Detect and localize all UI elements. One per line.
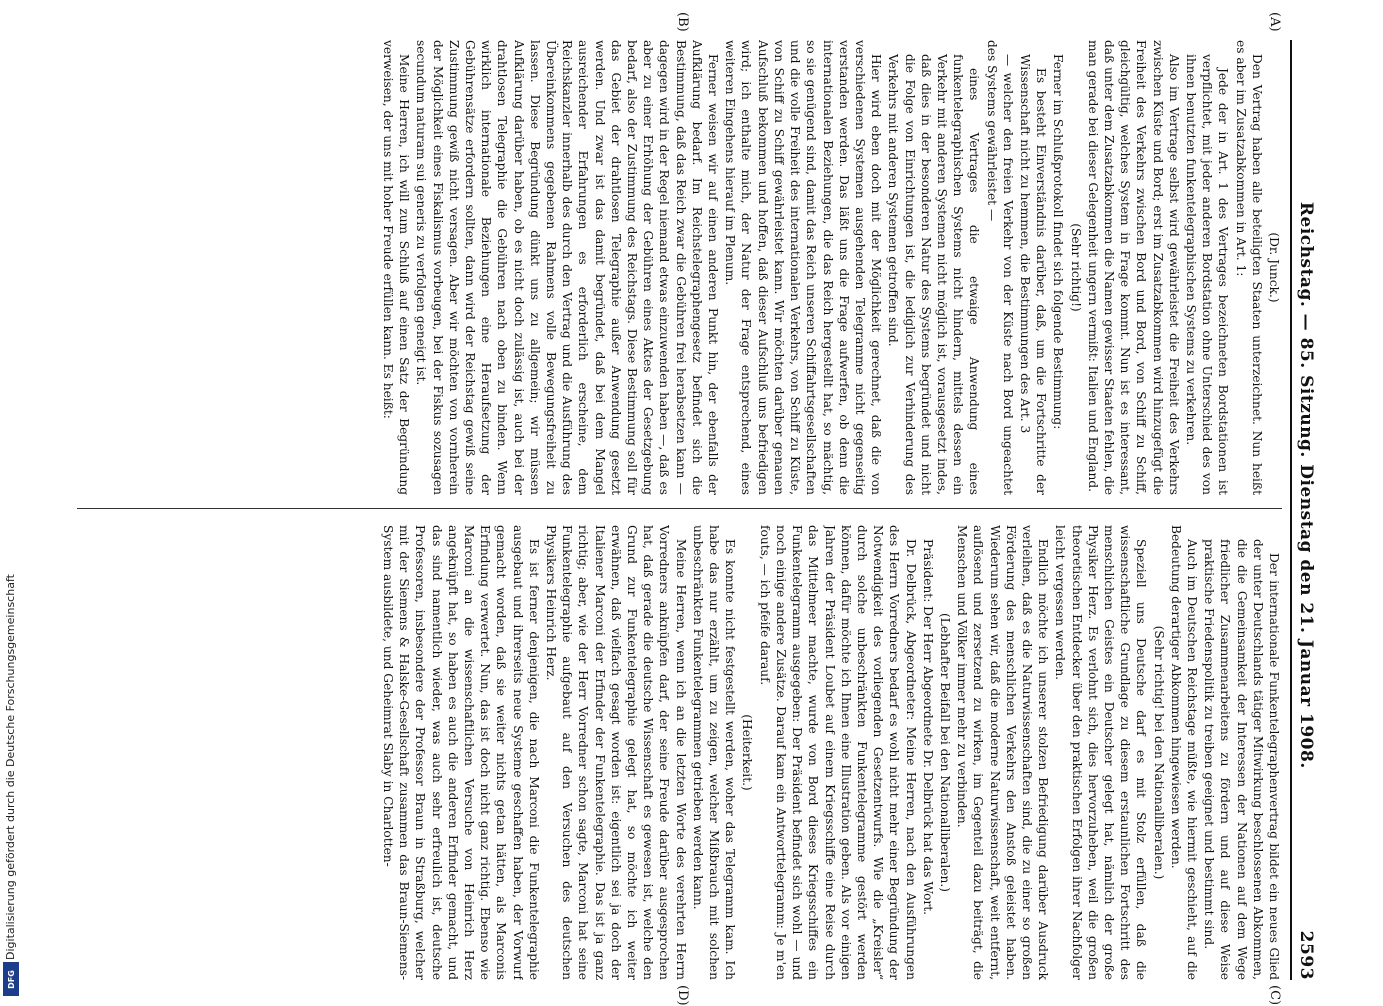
paragraph: Hier wird eben doch mit der Möglichkeit gerechnet, daß die von verschiedenen Systemen ausgehenden Telegramme nicht gegenseitig verstanden werden. Das läßt uns die Frage aufwerfen, ob denn die internationalen Beziehungen, die das Reich hergestellt hat, so mächtig, so sie genügend sind, damit das Reich unseren Schiffahrtsgesellschaften und die volle Freiheit des internationalen Verkehrs, von Schiff zu Küste, von Schiff zu Schiff gewährleistet kann. Wir möchten darüber genauen Aufschluß bekommen und hoffen, daß dieser Aufschluß uns befriedigen wird; ich enthalte mich, der Natur der Frage entsprechend, eines weiteren Eingehens hierauf im Plenum. [723, 40, 884, 495]
quote-paragraph: Es besteht Einverständnis darüber, daß, um die Fortschritte der Wissenschaft nicht zu hemmen, die Bestimmungen des Art. 3 [1017, 54, 1049, 495]
margin-marker-a: (A) [1267, 12, 1282, 32]
quote-paragraph: Jede der in Art. 1 des Vertrages bezeichneten Bordstationen ist verpflichtet, mit jeder anderen Bordstation ohne Unterschied des von ihnen benutzten funkentelegraphischen Systems zu verkehren. [1183, 54, 1231, 495]
paragraph: Ferner weisen wir auf einen anderen Punkt hin, der ebenfalls der Aufklärung bedarf. Im Reichstelegraphengesetz befindet sich die Bestimmung, daß das Reich zwar die Gebühren frei herabsetzen kann — dagegen wird in der Regel niemand etwas einzuwenden haben —, daß es aber zu einer Erhöhung der Gebühren eines Aktes der Gesetzgebung bedarf, also der Zustimmung des Reichstags. Diese Bestimmung soll für das Gebiet der drahtlosen Telegraphie außer Anwendung gesetzt werden. Und zwar ist das damit begründet, daß bei dem Mangel ausreichender Erfahrungen es erforderlich erscheine, dem Reichskanzler innerhalb des durch den Vertrag und die Ausführung des Übereinkommens gegebenen Rahmens volle Bewegungsfreiheit zu lassen. Diese Begründung dünkt uns zu allgemein; wir müssen Aufklärung darüber haben, ob es nicht doch zulässig ist, auch bei der drahtlosen Telegraphie die Gebühren nach oben zu binden. Wenn wirklich internationale Beziehungen eine Heraufsetzung der Gebührensätze erfordern sollten, dann wird der Reichstag gewiß seine Zustimmung gewiß nicht versagen. Aber wir möchten von vornherein der Möglichkeit eines Fiskalismus vorbeugen, bei der Fiskus sozusagen secundum naturam sui generis zu verfolgen geneigt ist. [414, 40, 721, 495]
paragraph: Ferner im Schlußprotokoll findet sich folgende Bestimmung: [1051, 54, 1066, 430]
digitization-footer [4, 574, 18, 960]
interjection: (Lebhafter Beifall bei den Nationalliberalen.) [937, 613, 952, 892]
header-title: Reichstag. — 85. Sitzung. Dienstag den 21. Januar 1908. [1296, 201, 1316, 769]
speaker-paragraph: Präsident: Der Herr Abgeordnete Dr. Delbrück hat das Wort. [920, 539, 935, 916]
paragraph: Auch im Deutschen Reichstage müßte, wie hiermit geschieht, auf die Bedeutung derartiger Abkommen hingewiesen werden. [1168, 525, 1199, 980]
paragraph: Endlich möchte ich unserer stolzen Befriedigung darüber Ausdruck verleihen, daß es die Naturwissenschaften sind, die zu einer so großen Förderung des menschlichen Verkehrs den Anstoß geleistet haben. Wiederum sehen wir, daß die moderne Naturwissenschaft, weit entfernt, auflösend und zersetzend zu wirken, im Gegenteil dazu beiträgt, die Menschen und Völker immer mehr zu verbinden. [955, 525, 1051, 980]
paragraph: Meine Herren, wenn ich an die letzten Worte des verehrten Herrn Vorredners anknüpfen darf, der seine Freude darüber ausgesprochen hat, daß gerade die deutsche Wissenschaft es gewesen ist, welche den Grund zur Funkentelegraphie gelegt hat, so möchte ich weiter erwähnen, daß vielfach gesagt worden ist: eigentlich sei ja doch der Italiener Marconi der Erfinder der Funkentelegraphie. Das ist ja ganz richtig; aber, wie der Herr Vorredner schon sagte, Marconi hat seine Funkentelegraphie aufgebaut auf den Versuchen des deutschen Physikers Heinrich Herz. [544, 525, 688, 980]
paragraph: Es konnte nicht festgestellt werden, woher das Telegramm kam. Ich habe das nur erzählt, um zu zeigen, welcher Mißbrauch mit solchen unbeschränkten Funkentelegrammen getrieben werden kann. [690, 525, 738, 980]
margin-marker-c: (C) [1267, 985, 1282, 1006]
left-column [77, 40, 1282, 495]
interjection: (Sehr richtig!) [1068, 223, 1083, 312]
interjection: (Sehr richtig! bei den Nationalliberalen.) [1151, 625, 1166, 880]
speaker-ref: (Dr. Junck.) [1267, 232, 1281, 303]
page-header [1290, 40, 1330, 980]
rotated-page [60, 12, 1330, 1006]
quote-paragraph: Der internationale Funkentelegraphenvertrag bildet ein neues Glied der unter Deutschlands tätiger Mitwirkung beschlossenen Abkommen, die die Gemeinsamkeit der Interessen der Nationen auf dem Wege friedlicher Zusammenarbeitens zu fördern und auf diese Weise praktische Friedenspolitik zu treiben geeignet und bestimmt sind. [1202, 539, 1281, 980]
paragraph: Den Vertrag haben alle beteiligten Staaten unterzeichnet. Nun heißt es aber im Zusatzabkommen in Art. 1: [1233, 40, 1264, 495]
page-number: 2593 [1296, 930, 1316, 980]
dfg-logo [3, 962, 19, 996]
right-column [77, 525, 1282, 980]
digitization-note: Digitalisierung gefördert durch die Deutsche Forschungsgemeinschaft [4, 574, 17, 960]
column-divider [77, 508, 1282, 509]
quote-paragraph: eines Vertrages die etwaige Anwendung eines funkentelegraphischen Systems nicht hindern, mittels dessen ein Verkehr mit anderen Systemen nicht möglich ist, vorausgesetzt indes, daß dies in der besonderen Natur des Systems begründet und nicht die Folge von Einrichtungen ist, die lediglich zur Verhinderung des Verkehrs mit anderen Systemen getroffen sind. [886, 54, 982, 495]
interjection: (Heiterkeit.) [740, 714, 755, 791]
speaker-paragraph: Dr. Delbrück, Abgeordneter: Meine Herren, nach den Ausführungen des Herrn Vorredners bedarf es wohl nicht mehr einer Begründung der Notwendigkeit des vorliegenden Gesetzentwurfs. Wie die „Kreisler“ durch solche unbeschränkten Funkentelegramme gestört werden können, dafür möchte ich Ihnen eine Illustration geben. Als vor einigen Jahren der Präsident Loubet auf einem Kriegsschiffe eine Reise durch das Mittelmeer machte, wurde von Bord dieses Kriegsschiffes ein Funkentelegramm ausgegeben: Der Präsident befindet sich wohl — und noch einige andere Zusätze. Darauf kam ein Antworttelegramm: Je m'en fouts, — ich pfeife darauf. [757, 525, 918, 980]
paragraph: Speziell uns Deutsche darf es mit Stolz erfüllen, daß die wissenschaftliche Grundlage zu diesem erstaunlichen Fortschritt des menschlichen Geistes ein Deutscher gelegt hat, nämlich der große Physiker Herz. Es verlohnt sich, dies hervorzuheben, weil die großen theoretischen Entdecker über den praktischen Erfolgen ihrer Nachfolger leicht vergessen werden. [1053, 525, 1149, 980]
paragraph: Also im Vertrage selbst wird gewährleistet die Freiheit des Verkehrs zwischen Küste und Bord; erst im Zusatzabkommen wird hinzugefügt die Freiheit des Verkehrs zwischen Bord und Bord, von Schiff zu Schiff, gleichgültig, welches System in Frage kommt. Nun ist es interessant, daß unter dem Zusatzabkommen die Namen gewisser Staaten fehlen, die man gerade bei dieser Gelegenheit ungern vermißt: Italien und England. [1085, 40, 1181, 495]
dfg-logo-text: DFG [6, 969, 16, 989]
margin-marker-b: (B) [675, 12, 690, 32]
paragraph: Es ist ferner denjenigen, die nach Marconi die Funkentelegraphie ausgebaut und ihrerseits neue Systeme geschaffen haben, der Vorwurf gemacht worden, daß sie weiter nichts getan hätten, als Marconis Erfindung verwertet. Nun, das ist doch nicht ganz richtig. Ebenso wie Marconi an die wissenschaftlichen Versuche von Heinrich Herz angeknüpft hat, so haben es auch die anderen Erfinder gemacht, und das sind namentlich wieder, was auch sehr erfreulich ist, deutsche Professoren, insbesondere der Professor Braun in Straßburg, welcher mit der Siemens & Halske-Gesellschaft zusammen das Braun-Siemens-System ausbildete, und Geheimrat Slaby in Charlotten- [381, 525, 541, 980]
paragraph: Meine Herren, ich will zum Schluß auf einen Satz der Begründung verweisen, der uns mit hoher Freude erfüllen kann. Es heißt: [381, 40, 412, 495]
paragraph: — welcher den freien Verkehr von der Küste nach Bord ungeachtet des Systems gewährleistet — [984, 40, 1015, 495]
margin-marker-d: (D) [675, 985, 690, 1006]
